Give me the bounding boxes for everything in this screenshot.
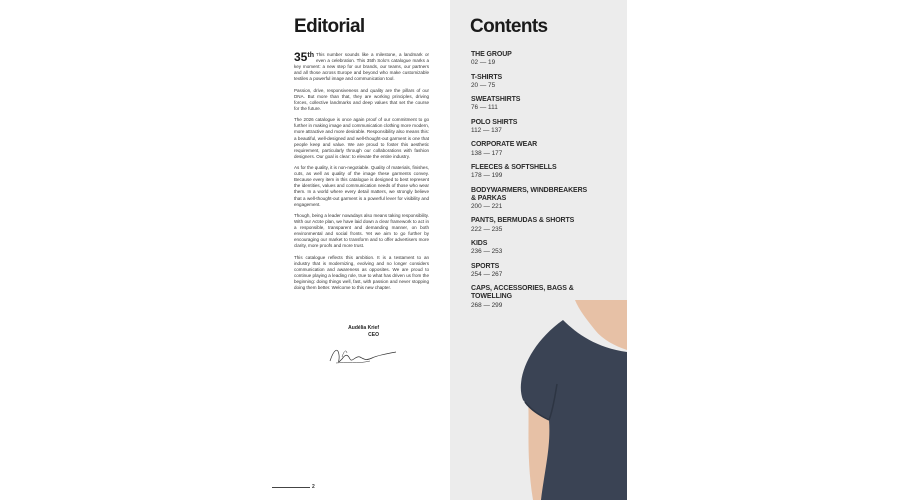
toc-title: T-SHIRTS: [471, 73, 503, 81]
toc-title: SWEATSHIRTS: [471, 96, 521, 104]
toc-title: CAPS, ACCESSORIES, BAGS & TOWELLING: [471, 285, 574, 301]
toc-entry-sports[interactable]: [471, 263, 591, 279]
page-number: 2: [312, 484, 315, 490]
toc-entry-the-group[interactable]: [471, 51, 591, 67]
toc-entry-t-shirts[interactable]: [471, 74, 591, 90]
editorial-body: [294, 52, 429, 296]
editorial-paragraph-4: As for the quality, it is non-negotiable. Quality of materials, finishes, cuts, as well as quality of the image these garments convey. Because every item in this catalogue is designed to best represent the identities, values and communication needs of those who wear them. In a world where every detail matters, we strongly believe that a well-thought-out garment is a powerful lever for visibility and engagement.: [294, 165, 429, 207]
toc-range: 178 — 199: [471, 172, 503, 180]
toc-title: FLEECES & SOFTSHELLS: [471, 163, 557, 171]
toc-title: KIDS: [471, 239, 488, 247]
toc-title: PANTS, BERMUDAS & SHORTS: [471, 217, 575, 225]
toc-title: POLO SHIRTS: [471, 118, 518, 126]
toc-entry-bodywarmers[interactable]: [471, 187, 591, 211]
toc-range: 76 — 111: [471, 104, 498, 112]
contents-page: [450, 0, 627, 500]
contents-list: [471, 51, 591, 316]
toc-range: 236 — 253: [471, 248, 503, 256]
lead-number: 35th: [294, 50, 314, 64]
handwritten-signature: [326, 343, 400, 369]
toc-entry-pants-bermudas-shorts[interactable]: [471, 217, 591, 233]
model-photo: [505, 300, 627, 500]
toc-entry-polo-shirts[interactable]: [471, 119, 591, 135]
toc-entry-corporate-wear[interactable]: [471, 141, 591, 157]
signature-role: CEO: [368, 332, 379, 338]
editorial-paragraph-2: Passion, drive, responsiveness and quality are the pillars of our DNA. But more than that, they are working principles, driving forces, collective landmarks and deep values that set the course for the future.: [294, 87, 429, 111]
contents-title: Contents: [470, 16, 548, 37]
toc-range: 02 — 19: [471, 59, 496, 67]
toc-entry-sweatshirts[interactable]: [471, 96, 591, 112]
editorial-title: Editorial: [294, 16, 365, 37]
editorial-paragraph-5: Though, being a leader nowadays also means taking responsibility. With our Act4e plan, we have laid down a clear framework to act in a responsible, transparent and demanding manner, on both environmental and social fronts. Yet we aim to go further by encouraging our market to transform and to offer advertisers more clarity, more proofs and more trust.: [294, 212, 429, 249]
footer-rule: [272, 487, 310, 488]
toc-range: 112 — 137: [471, 126, 502, 134]
editorial-paragraph-3: The 2026 catalogue is once again proof of our commitment to go further in making image and communication clothing more modern, more attractive and more desirable. Responsibility also means this: a beautiful, well-designed and well-thought-out garment is one that people keep and value. We are proud to foster this aesthetic requirement, particularly through our collaborations with fashion designers. Our goal is clear: to elevate the entire industry.: [294, 117, 429, 159]
toc-range: 254 — 267: [471, 270, 503, 278]
toc-title: THE GROUP: [471, 51, 512, 58]
toc-title: BODYWARMERS, WINDBREAKERS & PARKAS: [471, 186, 588, 202]
toc-range: 268 — 299: [471, 301, 503, 309]
toc-title: SPORTS: [471, 262, 500, 270]
toc-range: 200 — 221: [471, 202, 503, 210]
editorial-page: [272, 0, 450, 500]
toc-range: 20 — 75: [471, 81, 496, 89]
toc-range: 222 — 235: [471, 225, 503, 233]
toc-title: CORPORATE WEAR: [471, 141, 538, 149]
editorial-paragraph-6: This catalogue reflects this ambition. It is a testament to an industry that is modernizing, evolving and no longer considers communication and awareness as opposites. We are proud to continue playing a leading role, true to what has driven us from the beginning: doing things well, fast, with passion and never stopping doing them better. Welcome to this new chapter.: [294, 254, 429, 291]
toc-range: 138 — 177: [471, 149, 503, 157]
toc-entry-kids[interactable]: [471, 240, 591, 256]
toc-entry-fleeces-softshells[interactable]: [471, 164, 591, 180]
signature-name: Audélia Krief: [348, 325, 379, 331]
editorial-paragraph-1: 35th This number sounds like a milestone, a landmark or even a celebration. This 35th Solo’s catalogue marks a key moment: a new step for our brands, our teams, our partners and all those across Europe and beyond who make customizable textiles a powerful image and communication tool.: [294, 50, 429, 82]
